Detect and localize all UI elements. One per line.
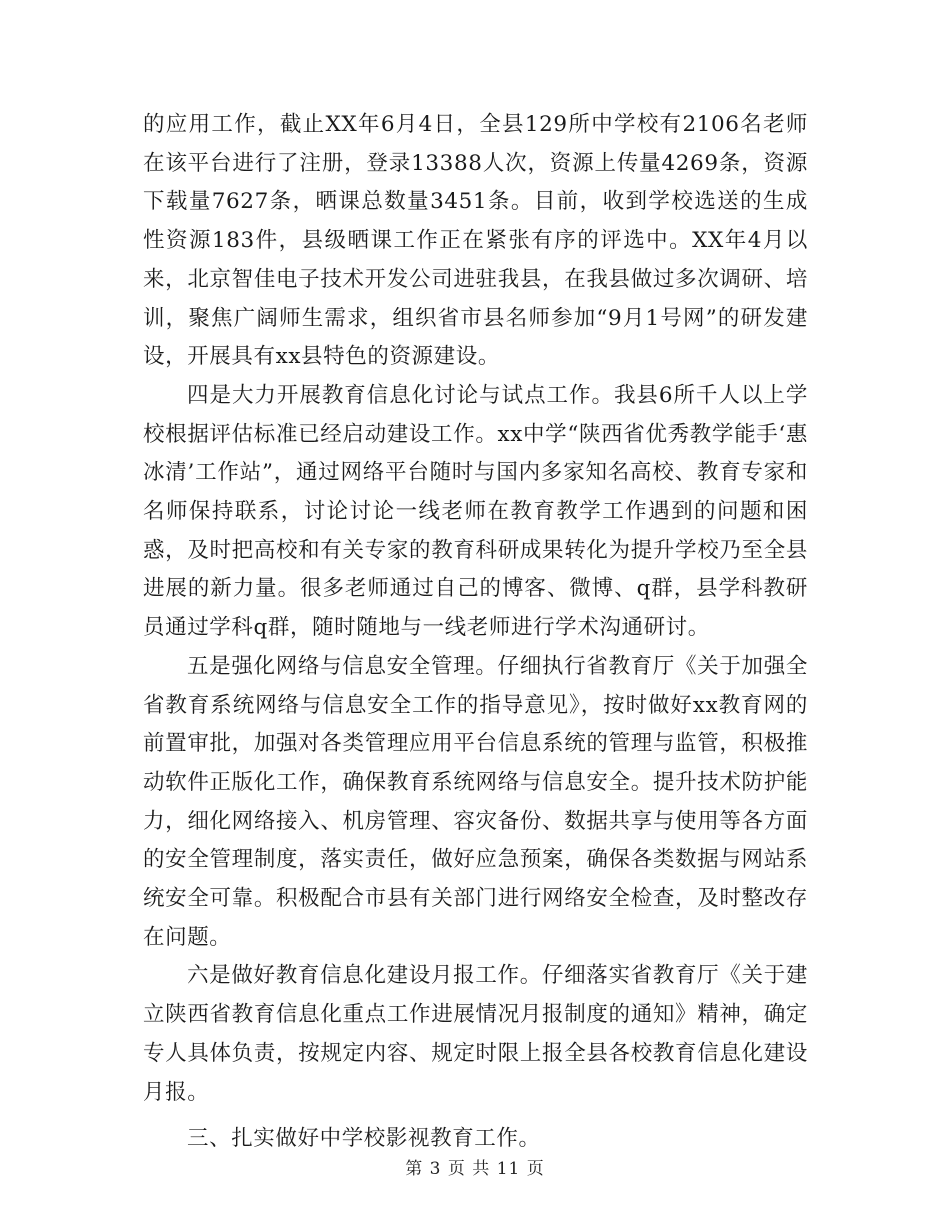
paragraph-item-five: 五是强化网络与信息安全管理。仔细执行省教育厅《关于加强全省教育系统网络与信息安全工作的指导意见》，按时做好xx教育网的前置审批，加强对各类管理应用平台信息系统的管理与监管，积极推动软件正版化工作，确保教育系统网络与信息安全。提升技术防护能力，细化网络接入、机房管理、容灾备份、数据共享与使用等各方面的安全管理制度，落实责任，做好应急预案，确保各类数据与网站系统安全可靠。积极配合市县有关部门进行网络安全检查，及时整改存在问题。 [143,653,808,950]
page-number: 第 3 页 共 11 页 [405,1159,545,1179]
paragraph-continuation: 的应用工作，截止XX年6月4日，全县129所中学校有2106名老师在该平台进行了注册，登录13388人次，资源上传量4269条，资源下载量7627条，晒课总数量3451条。目前，收到学校选送的生成性资源183件，县级晒课工作正在紧张有序的评选中。XX年4月以来，北京智佳电子技术开发公司进驻我县，在我县做过多次调研、培训，聚焦广阔师生需求，组织省市县名师参加“9月1号网”的研发建设，开展具有xx县特色的资源建设。 [143,112,808,370]
paragraph-item-four: 四是大力开展教育信息化讨论与试点工作。我县6所千人以上学校根据评估标准已经启动建设工作。xx中学“陕西省优秀教学能手‘惠冰清’工作站”，通过网络平台随时与国内多家知名高校、教育专家和名师保持联系，讨论讨论一线老师在教育教学工作遇到的问题和困惑，及时把高校和有关专家的教育科研成果转化为提升学校乃至全县进展的新力量。很多老师通过自己的博客、微博、q群，县学科教研员通过学科q群，随时随地与一线老师进行学术沟通研讨。 [143,382,808,641]
paragraph-item-six: 六是做好教育信息化建设月报工作。仔细落实省教育厅《关于建立陕西省教育信息化重点工作进展情况月报制度的通知》精神，确定专人具体负责，按规定内容、规定时限上报全县各校教育信息化建设月报。 [143,963,808,1105]
section-heading: 三、扎实做好中学校影视教育工作。 [187,1126,541,1152]
document-body [143,106,808,1159]
